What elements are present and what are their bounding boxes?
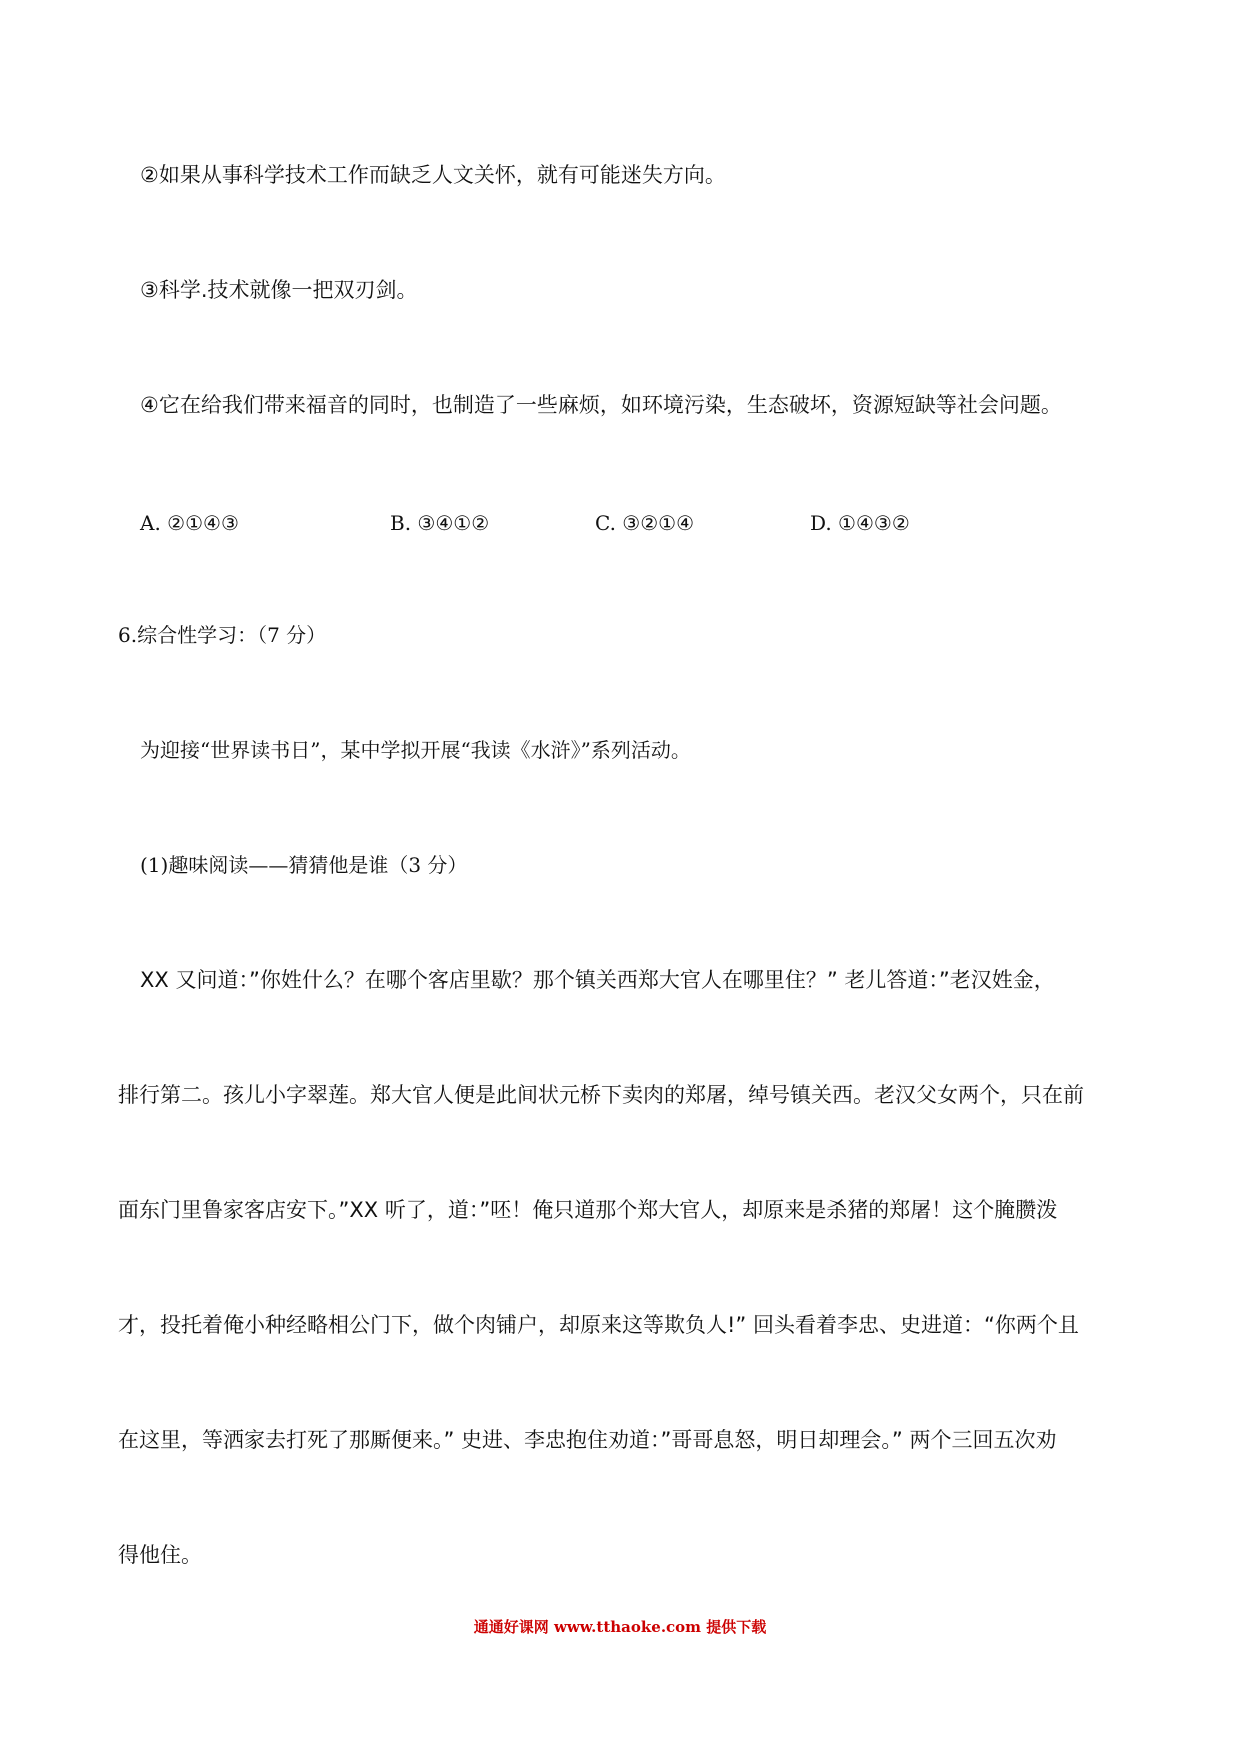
question-6-sub1: (1)趣味阅读——猜猜他是谁（3 分） [140,853,468,877]
option-d: D. ①④③② [810,511,910,535]
option-b: B. ③④①② [390,511,490,535]
sentence-4: ④它在给我们带来福音的同时，也制造了一些麻烦，如环境污染，生态破坏，资源短缺等社会问题。 [140,393,1062,417]
passage-line: 排行第二。孩儿小字翠莲。郑大官人便是此间状元桥下卖肉的郑屠，绰号镇关西。老汉父女两个，只在前 [118,1083,1084,1107]
passage-line: 面东门里鲁家客店安下。”XX 听了，道：”呸！俺只道那个郑大官人，却原来是杀猪的郑屠！这个腌臜泼 [118,1198,1058,1222]
passage-line: XX 又问道：”你姓什么？在哪个客店里歇？那个镇关西郑大官人在哪里住？” 老儿答道：”老汉姓金， [140,968,1055,992]
sentence-2: ②如果从事科学技术工作而缺乏人文关怀，就有可能迷失方向。 [140,163,726,187]
option-c: C. ③②①④ [595,511,695,535]
question-6-title: 6.综合性学习：（7 分） [118,623,327,647]
option-a: A. ②①④③ [140,511,239,535]
passage-line: 得他住。 [118,1543,202,1567]
footer-watermark: 通通好课网 www.tthaoke.com 提供下载 [473,1618,767,1636]
sentence-3: ③科学.技术就像一把双刃剑。 [140,278,418,302]
answer-options [140,505,1040,541]
passage-line: 才，投托着俺小种经略相公门下，做个肉铺户，却原来这等欺负人!” 回头看着李忠、史进道：“你两个且 [118,1313,1079,1337]
passage-line: 在这里，等洒家去打死了那厮便来。” 史进、李忠抱住劝道：”哥哥息怒，明日却理会。” 两个三回五次劝 [118,1428,1057,1452]
question-6-intro: 为迎接“世界读书日”，某中学拟开展“我读《水浒》”系列活动。 [140,738,691,762]
